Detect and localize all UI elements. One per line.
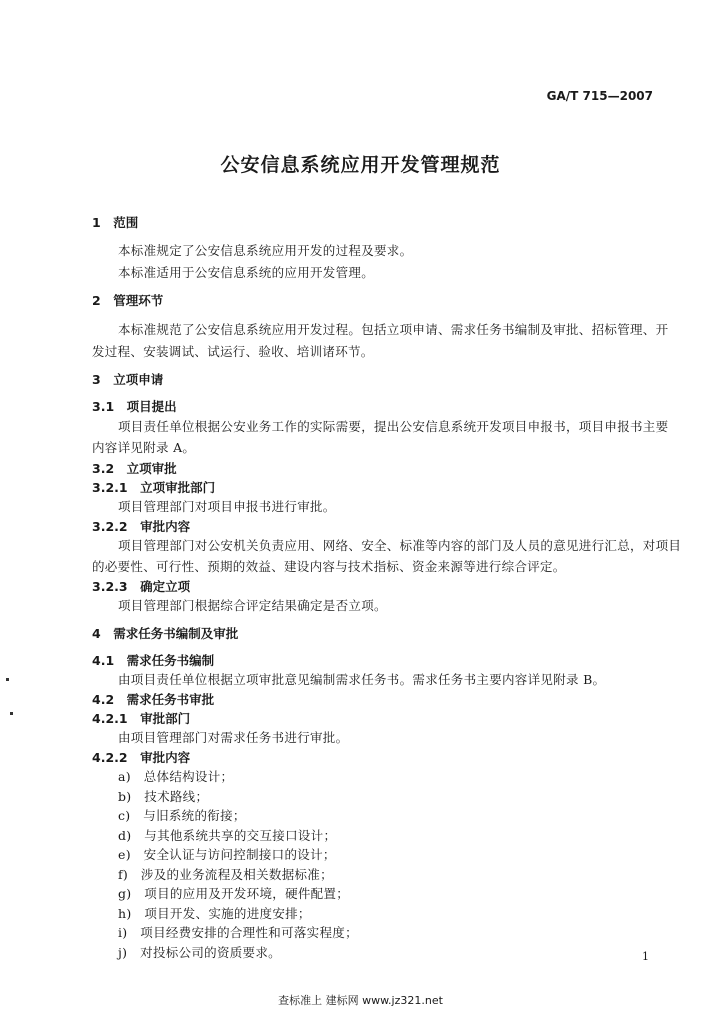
paragraph-line: e) 安全认证与访问控制接口的设计；: [118, 847, 336, 862]
section-heading: 3.2.3 确定立项: [92, 579, 191, 594]
page-number: 1: [642, 950, 649, 963]
paragraph-line: 项目管理部门根据综合评定结果确定是否立项。: [118, 598, 387, 613]
paragraph-line: i) 项目经费安排的合理性和可落实程度；: [118, 925, 358, 940]
document-title: 公安信息系统应用开发管理规范: [220, 154, 501, 176]
margin-mark: [6, 678, 9, 681]
paragraph-line: 的必要性、可行性、预期的效益、建设内容与技术指标、资金来源等进行综合评定。: [92, 559, 566, 574]
paragraph-line: 项目责任单位根据公安业务工作的实际需要，提出公安信息系统开发项目申报书，项目申报书主要: [118, 419, 669, 434]
paragraph-line: 项目管理部门对项目申报书进行审批。: [118, 499, 336, 514]
section-heading: 4 需求任务书编制及审批: [92, 626, 239, 641]
footer-watermark: 查标准上 建标网 www.jz321.net: [278, 994, 443, 1007]
paragraph-line: f) 涉及的业务流程及相关数据标准；: [118, 867, 333, 882]
standard-number: GA/T 715—2007: [546, 89, 653, 103]
section-heading: 3.1 项目提出: [92, 399, 177, 414]
paragraph-line: 发过程、安装调试、试运行、验收、培训诸环节。: [92, 344, 374, 359]
paragraph-line: a) 总体结构设计；: [118, 769, 234, 784]
paragraph-line: 本标准适用于公安信息系统的应用开发管理。: [118, 265, 375, 280]
section-heading: 4.1 需求任务书编制: [92, 653, 215, 668]
margin-mark: [10, 712, 13, 715]
section-heading: 4.2 需求任务书审批: [92, 692, 215, 707]
section-heading: 2 管理环节: [92, 293, 164, 308]
section-heading: 4.2.2 审批内容: [92, 750, 191, 765]
paragraph-line: d) 与其他系统共享的交互接口设计；: [118, 828, 337, 843]
paragraph-line: 由项目管理部门对需求任务书进行审批。: [118, 730, 349, 745]
paragraph-line: b) 技术路线；: [118, 789, 209, 804]
section-heading: 3 立项申请: [92, 372, 164, 387]
paragraph-line: 本标准规定了公安信息系统应用开发的过程及要求。: [118, 243, 413, 258]
section-heading: 3.2 立项审批: [92, 461, 177, 476]
paragraph-line: 本标准规范了公安信息系统应用开发过程。包括立项申请、需求任务书编制及审批、招标管理、开: [118, 322, 669, 337]
paragraph-line: 由项目责任单位根据立项审批意见编制需求任务书。需求任务书主要内容详见附录 B。: [118, 672, 606, 687]
section-heading: 4.2.1 审批部门: [92, 711, 191, 726]
section-heading: 3.2.2 审批内容: [92, 519, 191, 534]
paragraph-line: c) 与旧系统的衔接；: [118, 808, 246, 823]
section-heading: 3.2.1 立项审批部门: [92, 480, 216, 495]
paragraph-line: g) 项目的应用及开发环境，硬件配置；: [118, 886, 350, 901]
paragraph-line: j) 对投标公司的资质要求。: [118, 945, 281, 960]
paragraph-line: 内容详见附录 A。: [92, 440, 196, 455]
section-heading: 1 范围: [92, 215, 139, 230]
paragraph-line: h) 项目开发、实施的进度安排；: [118, 906, 311, 921]
paragraph-line: 项目管理部门对公安机关负责应用、网络、安全、标准等内容的部门及人员的意见进行汇总，对项目: [118, 538, 682, 553]
